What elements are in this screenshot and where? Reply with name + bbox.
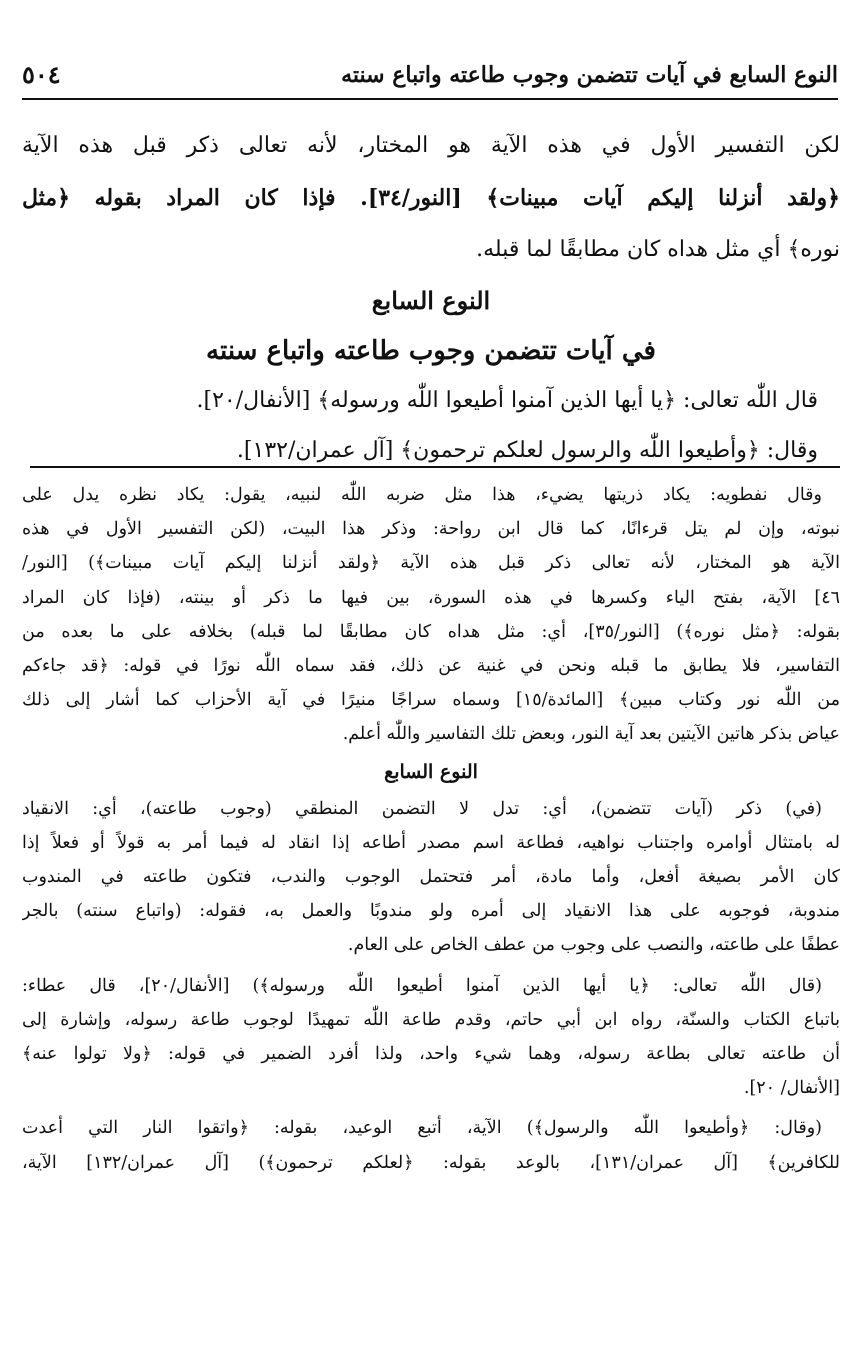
commentary-line: كان الأمر بصيغة أفعل، وأما مادة، أمر فتحتمل الوجوب والندب، فتكون طاعته في المندوب <box>22 867 840 888</box>
running-title: النوع السابع في آيات تتضمن وجوب طاعته واتباع سنته <box>341 62 838 88</box>
commentary-subheading: النوع السابع <box>384 760 478 783</box>
section-label: النوع السابع <box>371 286 491 315</box>
commentary-line: بقوله: ﴿مثل نوره﴾) [النور/٣٥]، أي: مثل هداه كان مطابقًا لما قبله) بخلافه على ما بعده من <box>22 621 840 642</box>
commentary-line: أن طاعته تعالى بطاعة رسوله، وهما شيء واحد، ولذا أفرد الضمير في قوله: ﴿ولا تولوا عنه﴾ <box>22 1044 840 1065</box>
commentary-line: عياض بذكر هاتين الآيتين بعد آية النور، وبعض تلك التفاسير واللّٰه أعلم. <box>342 724 840 745</box>
commentary-line: التفاسير، فلا يطابق ما قبله ونحن في غنية عن ذلك، فقد سماه اللّٰه نورًا في قوله: ﴿قد جاءكم <box>22 656 840 677</box>
commentary-line: مندوبة، فوجوبه على هذا الانقياد إلى أمره ولو مندوبًا والعمل به، فقوله: (واتباع سنته) بالجر <box>22 901 840 922</box>
main-text <box>22 120 840 476</box>
commentary-line: من اللّٰه نور وكتاب مبين﴾ [المائدة/١٥] وسماه سراجًا منيرًا في آية الأحزاب كما أشار إلى ذلك <box>22 690 840 711</box>
main-line: نوره﴾ أي مثل هداه كان مطابقًا لما قبله. <box>476 237 840 262</box>
main-line: ﴿ولقد أنزلنا إليكم آيات مبينات﴾ [النور/٣٤]. فإذا كان المراد بقوله ﴿مثل <box>22 185 840 211</box>
commentary-line: له بامتثال أوامره واجتناب نواهيه، فطاعة اسم مصدر أطاعه إذا انقاد له فيما أمر به قولاً أو فعلاً إذا <box>22 832 840 853</box>
commentary-line: للكافرين﴾ [آل عمران/١٣١]، بالوعد بقوله: ﴿لعلكم ترحمون﴾) [آل عمران/١٣٢] الآية، <box>22 1152 840 1173</box>
commentary-line: عطفًا على طاعته، والنصب على وجوب من عطف الخاص على العام. <box>347 935 840 956</box>
commentary-line: الآية هو المختار، لأنه تعالى ذكر قبل هذه الآية ﴿ولقد أنزلنا إليكم آيات مبينات﴾) [النور/ <box>22 553 840 574</box>
page-header <box>22 58 838 98</box>
commentary-line: (وقال: ﴿وأطيعوا اللّٰه والرسول﴾) الآية، أتبع الوعيد، بقوله: ﴿واتقوا النار التي أعدت <box>22 1118 822 1139</box>
separator-rule <box>30 466 840 468</box>
commentary-line: (قال اللّٰه تعالى: ﴿يا أيها الذين آمنوا أطيعوا اللّٰه ورسوله﴾) [الأنفال/٢٠]، قال عطاء: <box>22 975 822 996</box>
quran-quote: وقال: ﴿وأطيعوا اللّٰه والرسول لعلكم ترحمون﴾ [آل عمران/١٣٢]. <box>236 438 818 463</box>
commentary-line: وقال نفطويه: يكاد ذريتها يضيء، هذا مثل ضربه اللّٰه لنبيه، يقول: يكاد نظره يدل على <box>22 485 822 505</box>
quran-quote: قال اللّٰه تعالى: ﴿يا أيها الذين آمنوا أطيعوا اللّٰه ورسوله﴾ [الأنفال/٢٠]. <box>196 388 818 413</box>
main-line: لكن التفسير الأول في هذه الآية هو المختار، لأنه تعالى ذكر قبل هذه الآية <box>22 133 840 158</box>
commentary-line: نبوته، وإن لم يتل قرءانًا، كما قال ابن رواحة: وذكر هذا البيت، (لكن التفسير الأول في هذه <box>22 519 840 540</box>
commentary-line: (في) ذكر (آيات تتضمن)، أي: تدل لا التضمن المنطقي (وجوب طاعته)، أي: الانقياد <box>22 798 822 819</box>
commentary-line: ٤٦] الآية، بفتح الياء وكسرها في هذه السورة، بين فيها ما ذكر أو بينته، (فإذا كان المراد <box>22 587 840 608</box>
section-title: في آيات تتضمن وجوب طاعته واتباع سنته <box>206 336 656 366</box>
header-rule <box>22 98 838 100</box>
commentary-line: [الأنفال/ ٢٠]. <box>743 1078 840 1099</box>
commentary-line: باتباع الكتاب والسنّة، رواه ابن أبي حاتم، وقدم طاعة اللّٰه تمهيدًا لوجوب طاعة رسوله، وإشارة إلى <box>22 1009 840 1030</box>
page-number: ٥٠٤ <box>22 60 61 89</box>
commentary <box>22 478 840 1180</box>
